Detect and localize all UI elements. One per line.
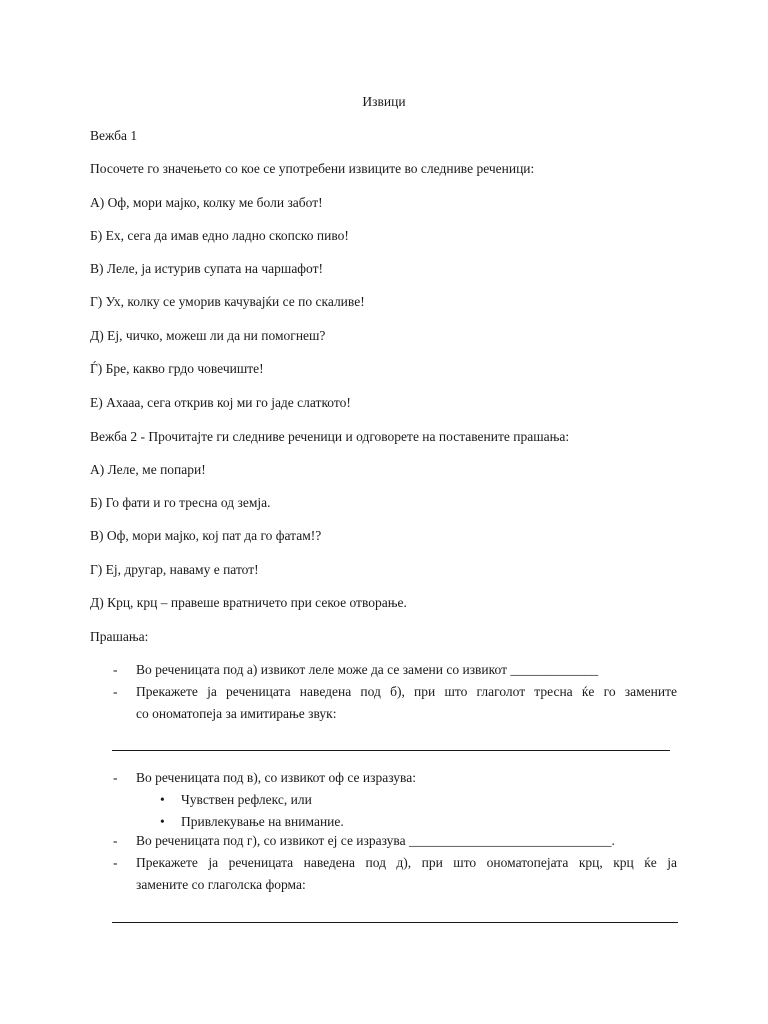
list-dash: - <box>113 662 118 677</box>
question-4: Во реченицата под г), со извикот еј се изразува ______________________________. <box>136 833 615 848</box>
bullet-icon: • <box>160 814 165 829</box>
exercise2-sentence: Г) Еј, другар, наваму е патот! <box>90 562 259 577</box>
question-5-line-2: замените со глаголска форма: <box>136 877 306 892</box>
question-3-option: Чувствен рефлекс, или <box>181 792 312 807</box>
exercise1-sentence: А) Оф, мори мајко, колку ме боли забот! <box>90 195 323 210</box>
exercise1-sentence: Б) Ех, сега да имав едно ладно скопско пиво! <box>90 228 349 243</box>
list-dash: - <box>113 855 118 870</box>
exercise1-heading: Вежба 1 <box>90 128 138 143</box>
exercise1-sentence: Г) Ух, колку се уморив качувајќи се по скаливе! <box>90 294 365 309</box>
question-5-line-1: Прекажете ја реченицата наведена под д), при што ономатопејата крц, крц ќе ја <box>136 855 677 870</box>
exercise2-sentence: Д) Крц, крц – правеше вратничето при секое отворање. <box>90 595 407 610</box>
page-title: Извици <box>362 94 406 109</box>
exercise1-sentence: Д) Еј, чичко, можеш ли да ни помогнеш? <box>90 328 326 343</box>
question-2-line-1: Прекажете ја реченицата наведена под б), при што глаголот тресна ќе го замените <box>136 684 677 699</box>
question-1: Во реченицата под а) извикот леле може да се замени со извикот _____________ <box>136 662 599 677</box>
question-3: Во реченицата под в), со извикот оф се изразува: <box>136 770 416 785</box>
list-dash: - <box>113 770 118 785</box>
question-2-line-2: со ономатопеја за имитирање звук: <box>136 706 337 721</box>
exercise2-heading: Вежба 2 - Прочитајте ги следниве реченици и одговорете на поставените прашања: <box>90 429 570 444</box>
bullet-icon: • <box>160 792 165 807</box>
exercise1-sentence: Е) Ахааа, сега открив кој ми го јаде слаткото! <box>90 395 351 410</box>
exercise2-sentence: Б) Го фати и го тресна од земја. <box>90 495 271 510</box>
list-dash: - <box>113 684 118 699</box>
exercise2-sentence: В) Оф, мори мајко, кој пат да го фатам!? <box>90 528 322 543</box>
list-dash: - <box>113 833 118 848</box>
answer-line-5[interactable] <box>112 922 678 923</box>
answer-line-2[interactable] <box>112 750 670 751</box>
exercise1-sentence: В) Леле, ја истурив супата на чаршафот! <box>90 261 324 276</box>
question-3-option: Привлекување на внимание. <box>181 814 344 829</box>
exercise1-sentence: Ѓ) Бре, какво грдо човечиште! <box>90 361 264 376</box>
questions-heading: Прашања: <box>90 629 149 644</box>
exercise2-sentence: А) Леле, ме попари! <box>90 462 206 477</box>
exercise1-instruction: Посочете го значењето со кое се употребени извиците во следниве реченици: <box>90 161 535 176</box>
